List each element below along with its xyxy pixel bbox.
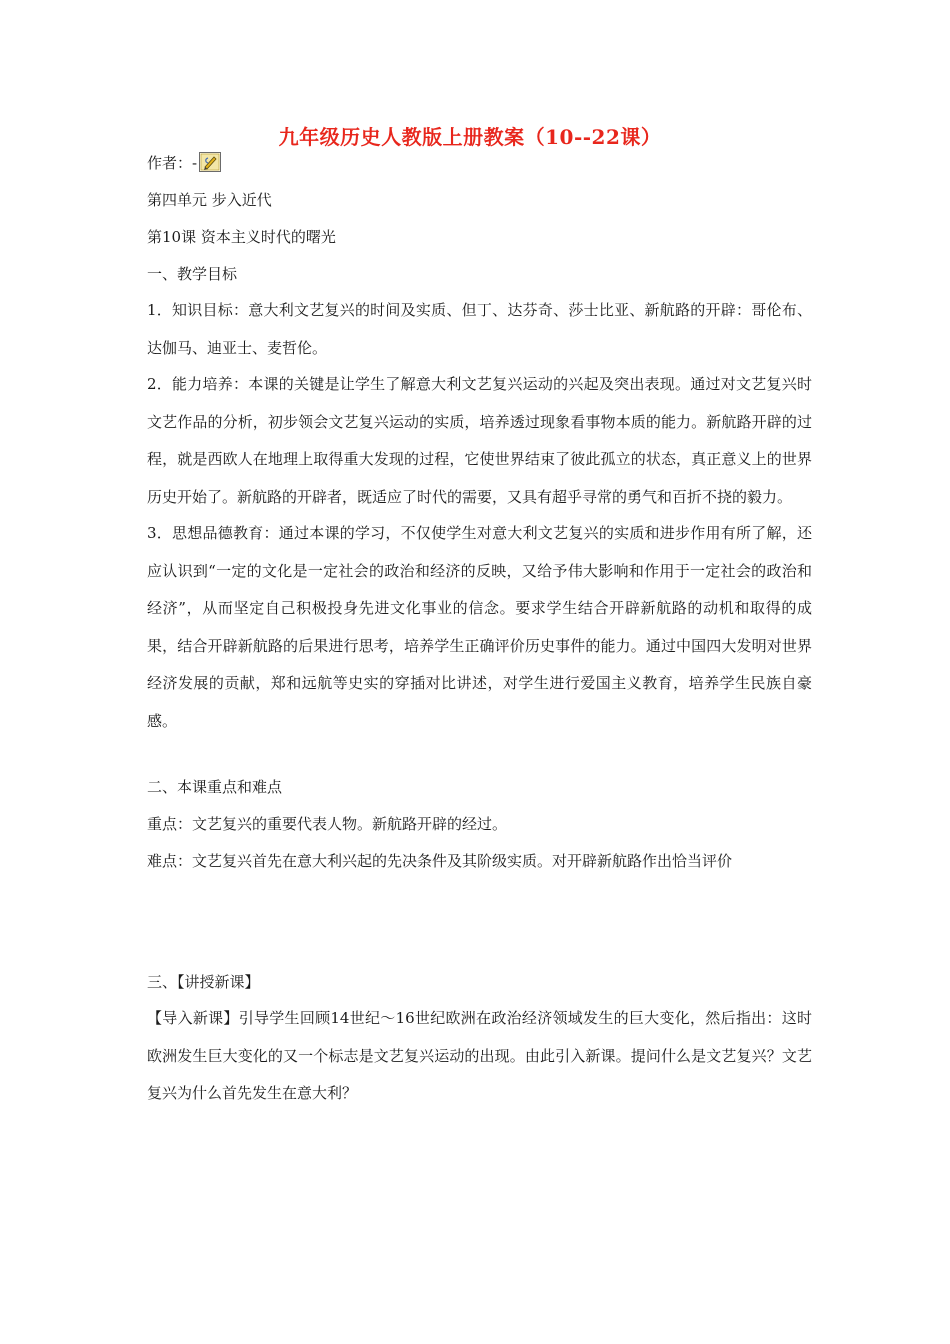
pencil-image-icon xyxy=(199,152,221,172)
lesson-heading: 第10课 资本主义时代的曙光 xyxy=(147,228,336,246)
key-point: 重点：文艺复兴的重要代表人物。新航路开辟的经过。 xyxy=(147,815,508,833)
intro-paragraph: 【导入新课】引导学生回顾14世纪～16世纪欧洲在政治经济领域发生的巨大变化，然后指出：这时欧洲发生巨大变化的又一个标志是文艺复兴运动的出现。由此引入新课。提问什么是文艺复兴？文艺复兴为什么首先发生在意大利？ xyxy=(147,1009,812,1102)
document-body xyxy=(147,152,812,1120)
author-label: 作者：- xyxy=(147,154,198,172)
difficult-point: 难点：文艺复兴首先在意大利兴起的先决条件及其阶级实质。对开辟新航路作出恰当评价 xyxy=(147,852,733,870)
section1-heading: 一、教学目标 xyxy=(147,265,238,283)
unit-heading: 第四单元 步入近代 xyxy=(147,191,272,209)
document-title: 九年级历史人教版上册教案（10--22课） xyxy=(278,125,662,149)
goal-knowledge: 1．知识目标：意大利文艺复兴的时间及实质、但丁、达芬奇、莎士比亚、新航路的开辟：哥伦布、达伽马、迪亚士、麦哲伦。 xyxy=(147,301,812,357)
section2-heading: 二、本课重点和难点 xyxy=(147,778,283,796)
spacer xyxy=(147,887,812,971)
section3-heading: 三、【讲授新课】 xyxy=(147,973,260,991)
goal-ability: 2．能力培养：本课的关键是让学生了解意大利文艺复兴运动的兴起及突出表现。通过对文艺复兴时文艺作品的分析，初步领会文艺复兴运动的实质，培养透过现象看事物本质的能力。新航路开辟的过程，就是西欧人在地理上取得重大发现的过程，它使世界结束了彼此孤立的状态，真正意义上的世界历史开始了。新航路的开辟者，既适应了时代的需要，又具有超乎寻常的勇气和百折不挠的毅力。 xyxy=(147,375,812,506)
spacer xyxy=(147,747,812,776)
author-line xyxy=(147,152,812,174)
goal-moral: 3．思想品德教育：通过本课的学习，不仅使学生对意大利文艺复兴的实质和进步作用有所了解，还应认识到“一定的文化是一定社会的政治和经济的反映，又给予伟大影响和作用于一定社会的政治和经济”，从而坚定自己积极投身先进文化事业的信念。要求学生结合开辟新航路的动机和取得的成果，结合开辟新航路的后果进行思考，培养学生正确评价历史事件的能力。通过中国四大发明对世界经济发展的贡献，郑和远航等史实的穿插对比讲述，对学生进行爱国主义教育，培养学生民族自豪感。 xyxy=(147,524,812,730)
